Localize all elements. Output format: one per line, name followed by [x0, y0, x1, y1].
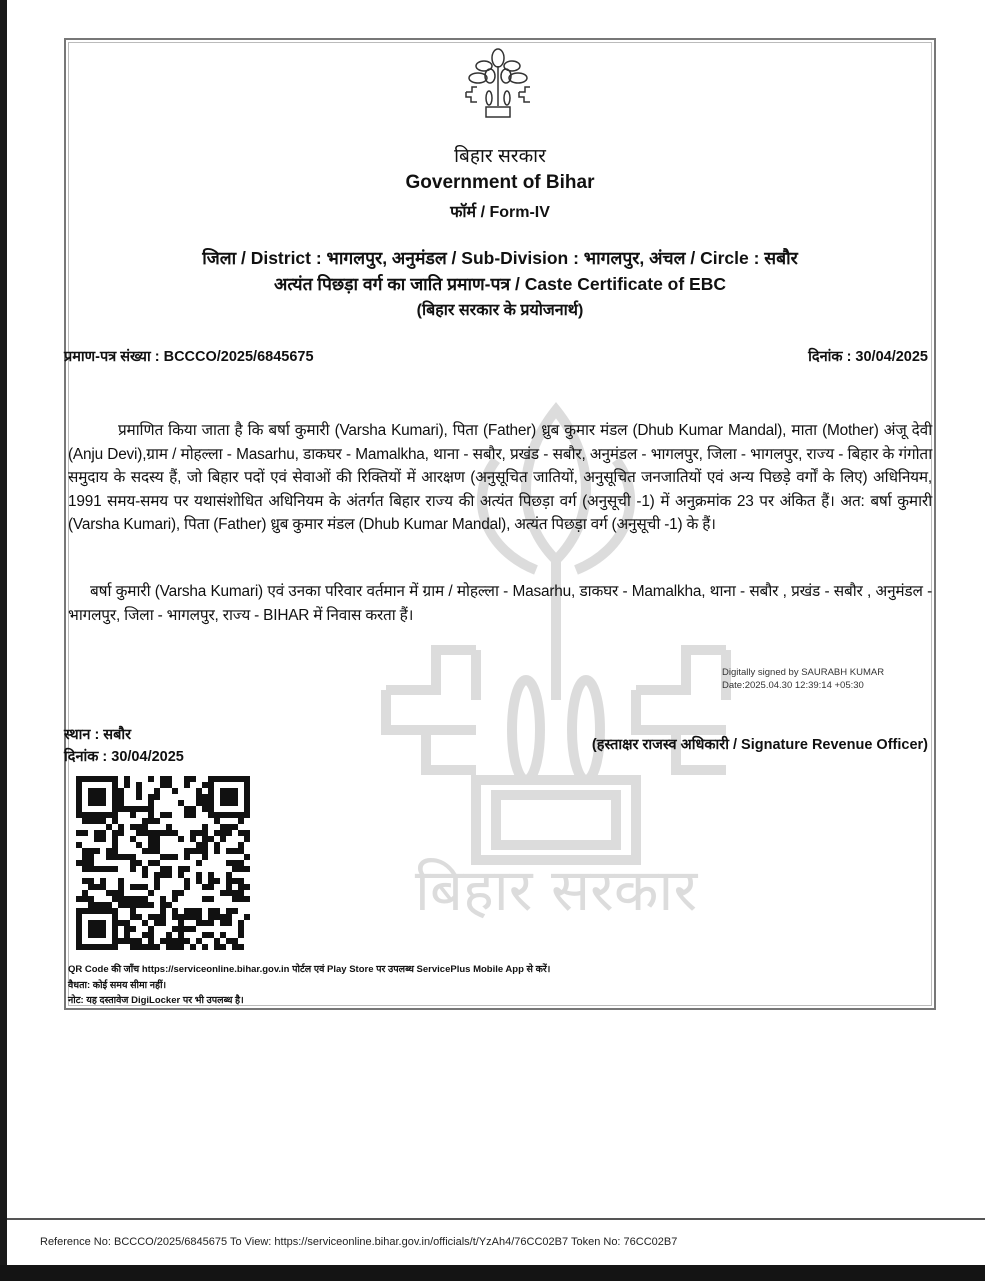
validity-note: वैधता: कोई समय सीमा नहीं।	[68, 980, 167, 991]
viewer-bottom-bar	[0, 1265, 985, 1281]
issue-date: दिनांक : 30/04/2025	[808, 349, 928, 365]
place: स्थान : सबौर	[64, 727, 132, 743]
certificate-number: प्रमाण-पत्र संख्या : BCCCO/2025/6845675	[64, 349, 314, 365]
purpose: (बिहार सरकार के प्रयोजनार्थ)	[416, 302, 584, 319]
digital-signature-name: Digitally signed by SAURABH KUMAR	[722, 667, 885, 678]
watermark-text: बिहार सरकार	[414, 856, 698, 920]
bihar-logo	[462, 46, 534, 120]
reference-footer	[7, 1220, 985, 1265]
digital-signature-date: Date:2025.04.30 12:39:14 +05:30	[722, 680, 864, 691]
gov-hindi: बिहार सरकार	[454, 146, 546, 167]
gov-english: Government of Bihar	[405, 172, 595, 193]
viewer-edge	[0, 0, 7, 1281]
certificate-body: प्रमाणित किया जाता है कि बर्षा कुमारी (Varsha Kumari), पिता (Father) ध्रुब कुमार मंडल (Dhub Kumar Mandal), माता (Mother) अंजू देवी (Anju Devi),ग्राम / मोहल्ला - Masarhu, डाकघर - Mamalkha, थाना - सबौर, प्रखंड - सबौर, अनुमंडल - भागलपुर, जिला - भागलपुर, राज्य - बिहार के गंगोता समुदाय के सदस्य हैं, जो बिहार पदों एवं सेवाओं की रिक्तियों में आरक्षण (अनुसूचित जातियों, अनुसूचित जनजातियों एवं अन्य पिछड़े वर्गों के लिए) अधिनियम, 1991 समय-समय पर यथासंशोधित अधिनियम के अंतर्गत बिहार राज्य की अत्यंत पिछड़ा वर्ग (अनुसूची -1) में अनुक्रमांक 23 पर अंकित हैं। अत: बर्षा कुमारी (Varsha Kumari), पिता (Father) ध्रुब कुमार मंडल (Dhub Kumar Mandal), अत्यंत पिछड़ा वर्ग (अनुसूची -1) के हैं।	[68, 422, 932, 533]
qr-note: QR Code की जाँच https://serviceonline.bihar.gov.in पोर्टल एवं Play Store पर उपलब्ध ServicePlus Mobile App से करें।	[68, 964, 551, 975]
location-line: जिला / District : भागलपुर, अनुमंडल / Sub-Division : भागलपुर, अंचल / Circle : सबौर	[202, 248, 798, 268]
qr-code[interactable]	[76, 776, 250, 950]
place-date: दिनांक : 30/04/2025	[64, 749, 184, 765]
residence-statement: बर्षा कुमारी (Varsha Kumari) एवं उनका परिवार वर्तमान में ग्राम / मोहल्ला - Masarhu, डाकघर - Mamalkha, थाना - सबौर , प्रखंड - सबौर , अनुमंडल - भागलपुर, जिला - भागलपुर, राज्य - BIHAR में निवास करता हैं।	[68, 583, 932, 624]
reference-text[interactable]: Reference No: BCCCO/2025/6845675 To View: https://serviceonline.bihar.gov.in/officials/t/YzAh4/76CC02B7 Token No: 76CC02B7	[40, 1236, 678, 1248]
form-number: फॉर्म / Form-IV	[450, 204, 550, 221]
signature-label: (हस्ताक्षर राजस्व अधिकारी / Signature Revenue Officer)	[591, 737, 928, 753]
certificate-title: अत्यंत पिछड़ा वर्ग का जाति प्रमाण-पत्र / Caste Certificate of EBC	[273, 274, 727, 294]
certificate	[64, 38, 936, 1010]
digilocker-note: नोट: यह दस्तावेज DigiLocker पर भी उपलब्ध है।	[68, 995, 244, 1006]
